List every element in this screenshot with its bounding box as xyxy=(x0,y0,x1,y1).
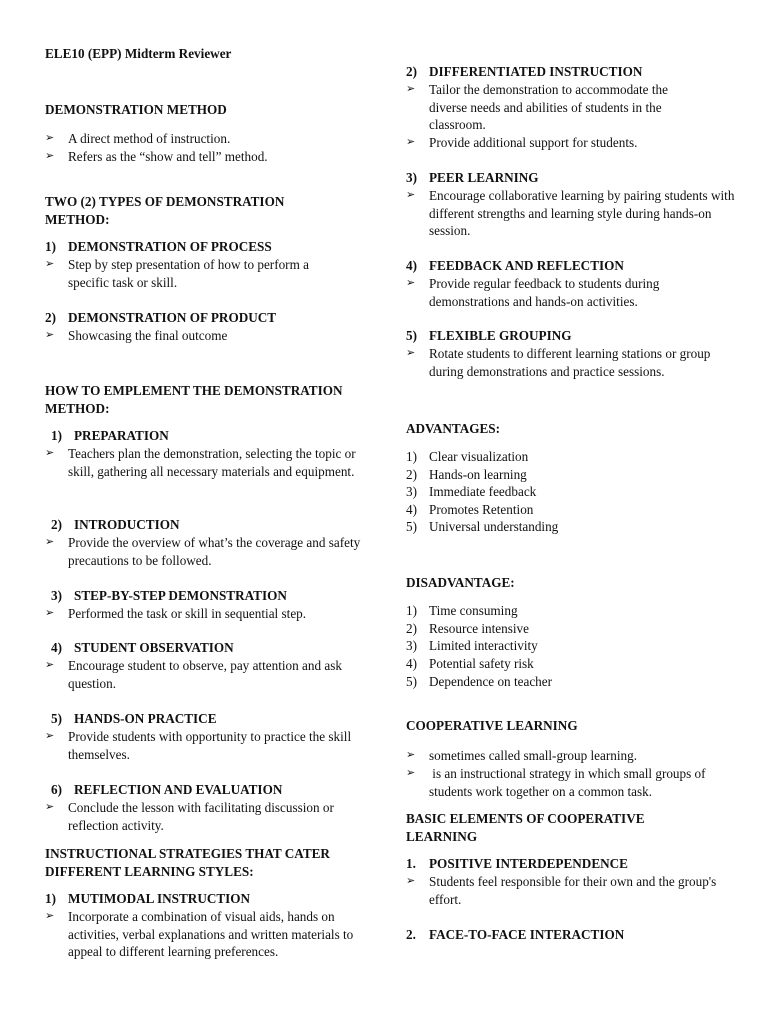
arrow-bullet-icon: ➢ xyxy=(45,910,55,922)
arrow-bullet-icon: ➢ xyxy=(406,189,416,201)
section-heading: 1) PREPARATION xyxy=(51,428,169,443)
list-item: ➢ Refers as the “show and tell” method. xyxy=(45,149,268,164)
list-item: 4) Potential safety risk xyxy=(406,656,534,671)
coop-heading: COOPERATIVE LEARNING xyxy=(406,718,578,733)
list-item: 3) Immediate feedback xyxy=(406,484,537,499)
arrow-bullet-icon: ➢ xyxy=(45,730,55,742)
section-heading: 1) MUTIMODAL INSTRUCTION xyxy=(45,891,251,906)
list-item: ➢ Tailor the demonstration to accommodate the diverse needs and abilities of students in the classroom. xyxy=(406,82,668,133)
two-types-heading: TWO (2) TYPES OF DEMONSTRATION METHOD: xyxy=(45,194,285,227)
section-heading: 2) DEMONSTRATION OF PRODUCT xyxy=(45,310,277,325)
arrow-bullet-icon: ➢ xyxy=(45,258,55,270)
arrow-bullet-icon: ➢ xyxy=(406,875,416,887)
arrow-bullet-icon: ➢ xyxy=(406,83,416,95)
arrow-bullet-icon: ➢ xyxy=(406,277,416,289)
section-heading: 4) FEEDBACK AND REFLECTION xyxy=(406,258,624,273)
arrow-bullet-icon: ➢ xyxy=(406,767,416,779)
section-heading: 5) FLEXIBLE GROUPING xyxy=(406,328,572,343)
list-item: 2) Hands-on learning xyxy=(406,467,527,482)
section-heading: 5) HANDS-ON PRACTICE xyxy=(51,711,217,726)
list-item: 5) Universal understanding xyxy=(406,519,559,534)
arrow-bullet-icon: ➢ xyxy=(45,659,55,671)
arrow-bullet-icon: ➢ xyxy=(45,132,55,144)
arrow-bullet-icon: ➢ xyxy=(45,536,55,548)
section-heading: 1. POSITIVE INTERDEPENDENCE xyxy=(406,856,628,871)
list-item: 3) Limited interactivity xyxy=(406,638,538,653)
section-heading: 3) PEER LEARNING xyxy=(406,170,539,185)
list-item: ➢ A direct method of instruction. xyxy=(45,131,231,146)
list-item: ➢ Provide regular feedback to students during demonstrations and hands-on activities. xyxy=(406,276,660,309)
arrow-bullet-icon: ➢ xyxy=(45,447,55,459)
disadvantage-heading: DISADVANTAGE: xyxy=(406,575,515,590)
advantages-heading: ADVANTAGES: xyxy=(406,421,501,436)
strategies-heading: INSTRUCTIONAL STRATEGIES THAT CATER DIFFERENT LEARNING STYLES: xyxy=(45,846,330,879)
list-item: ➢ is an instructional strategy in which small groups of students work together on a common task. xyxy=(406,766,709,799)
list-item: 5) Dependence on teacher xyxy=(406,674,553,689)
arrow-bullet-icon: ➢ xyxy=(406,749,416,761)
basic-elements-heading: BASIC ELEMENTS OF COOPERATIVE LEARNING xyxy=(406,811,645,844)
arrow-bullet-icon: ➢ xyxy=(406,347,416,359)
section-heading: 6) REFLECTION AND EVALUATION xyxy=(51,782,283,797)
list-item: ➢ Conclude the lesson with facilitating discussion or reflection activity. xyxy=(45,800,334,833)
section-heading: 1) DEMONSTRATION OF PROCESS xyxy=(45,239,272,254)
list-item: ➢ Provide students with opportunity to practice the skill themselves. xyxy=(45,729,352,762)
section-heading: 2) INTRODUCTION xyxy=(51,517,180,532)
list-item: ➢ sometimes called small-group learning. xyxy=(406,748,638,763)
list-item: 4) Promotes Retention xyxy=(406,502,534,517)
list-item: 1) Clear visualization xyxy=(406,449,529,464)
section-heading: 3) STEP-BY-STEP DEMONSTRATION xyxy=(51,588,287,603)
arrow-bullet-icon: ➢ xyxy=(45,801,55,813)
list-item: ➢ Incorporate a combination of visual aids, hands on activities, verbal explanations and written materials to appeal to different learning preferences. xyxy=(45,909,354,960)
list-item: ➢ Provide the overview of what’s the coverage and safety precautions to be followed. xyxy=(45,535,361,568)
section-heading: 2) DIFFERENTIATED INSTRUCTION xyxy=(406,64,643,79)
demo-method-heading: DEMONSTRATION METHOD xyxy=(45,102,227,117)
list-item: 1) Time consuming xyxy=(406,603,518,618)
list-item: ➢ Performed the task or skill in sequential step. xyxy=(45,606,307,621)
document-title: ELE10 (EPP) Midterm Reviewer xyxy=(45,46,232,61)
section-heading: 4) STUDENT OBSERVATION xyxy=(51,640,234,655)
list-item: ➢ Showcasing the final outcome xyxy=(45,328,228,343)
arrow-bullet-icon: ➢ xyxy=(45,150,55,162)
list-item: ➢ Students feel responsible for their own and the group's effort. xyxy=(406,874,717,907)
list-item: ➢ Provide additional support for students. xyxy=(406,135,638,150)
list-item: ➢ Encourage student to observe, pay attention and ask question. xyxy=(45,658,342,691)
section-heading: 2. FACE-TO-FACE INTERACTION xyxy=(406,927,625,942)
list-item: 2) Resource intensive xyxy=(406,621,529,636)
list-item: ➢ Encourage collaborative learning by pairing students with different strengths and learning style during hands-on session. xyxy=(406,188,735,239)
arrow-bullet-icon: ➢ xyxy=(45,607,55,619)
arrow-bullet-icon: ➢ xyxy=(406,136,416,148)
implement-heading: HOW TO EMPLEMENT THE DEMONSTRATION METHOD: xyxy=(45,383,343,416)
arrow-bullet-icon: ➢ xyxy=(45,329,55,341)
list-item: ➢ Step by step presentation of how to perform a specific task or skill. xyxy=(45,257,309,290)
list-item: ➢ Teachers plan the demonstration, selecting the topic or skill, gathering all necessary materials and equipment. xyxy=(45,446,356,479)
list-item: ➢ Rotate students to different learning stations or group during demonstrations and practice sessions. xyxy=(406,346,711,379)
